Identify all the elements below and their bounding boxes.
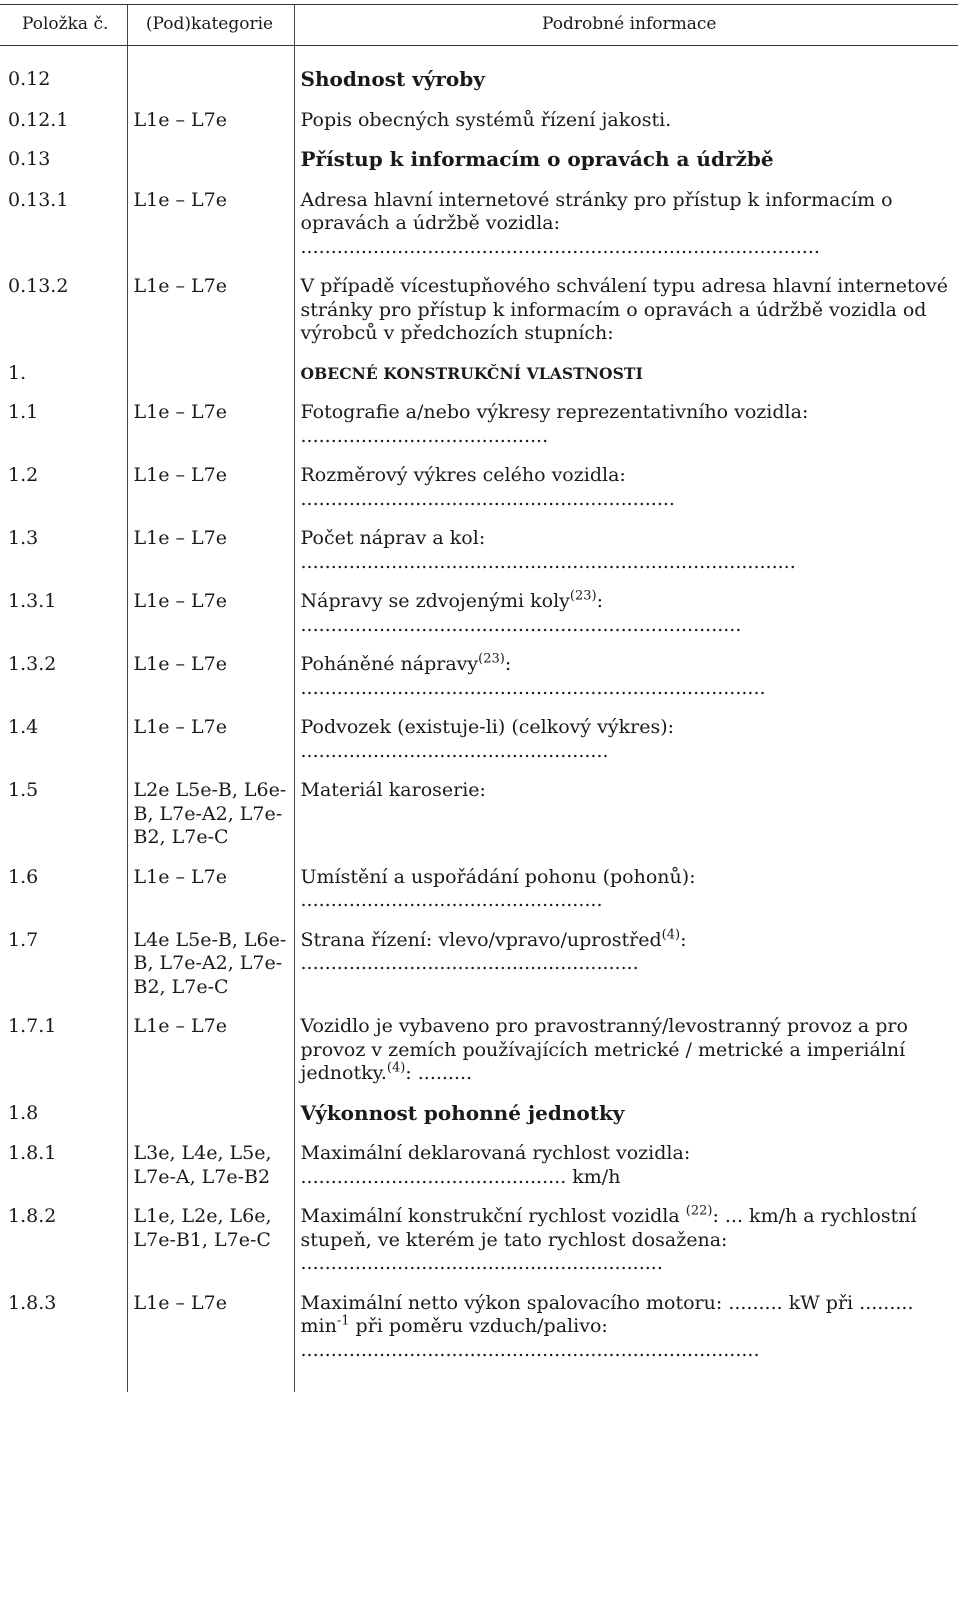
table-row xyxy=(0,362,958,402)
item-details xyxy=(294,866,958,929)
item-details xyxy=(294,527,958,590)
item-subcategory: L1e – L7e xyxy=(127,866,294,929)
detail-text-continuation: : ......................................................................... xyxy=(300,590,742,636)
item-number: 1.3.1 xyxy=(8,590,57,612)
item-number: 1.5 xyxy=(8,779,39,801)
table-row xyxy=(0,275,958,362)
item-number: 1.8 xyxy=(8,1101,39,1124)
detail-text: Maximální konstrukční rychlost vozidla xyxy=(300,1205,686,1227)
item-number: 1.3.2 xyxy=(8,653,57,675)
detail-text: Popis obecných systémů řízení jakosti. xyxy=(300,108,672,131)
item-number: 0.13 xyxy=(8,148,51,170)
item-number: 1.6 xyxy=(8,865,39,888)
footnote-reference: (4) xyxy=(386,1060,406,1076)
table-row xyxy=(0,109,958,149)
table-row xyxy=(0,527,958,590)
item-number: 1.7 xyxy=(8,928,39,951)
item-details xyxy=(294,653,958,716)
item-details xyxy=(294,362,958,402)
table-row xyxy=(0,1205,958,1292)
item-subcategory xyxy=(127,148,294,189)
item-subcategory: L2e L5e-B, L6e-B, L7e-A2, L7e-B2, L7e-C xyxy=(127,779,294,866)
item-subcategory: L1e – L7e xyxy=(127,401,294,464)
item-details xyxy=(294,464,958,527)
item-details xyxy=(294,189,958,276)
table-header-row xyxy=(0,5,958,46)
item-details xyxy=(294,779,958,866)
item-details xyxy=(294,1292,958,1393)
table-row xyxy=(0,866,958,929)
information-table xyxy=(0,4,958,1392)
item-subcategory: L1e – L7e xyxy=(127,527,294,590)
item-details xyxy=(294,590,958,653)
detail-text-continuation: : ............................................................................. xyxy=(300,653,766,699)
table-row xyxy=(0,148,958,189)
table-row xyxy=(0,401,958,464)
detail-text: Umístění a uspořádání pohonu (pohonů): .................................................. xyxy=(300,865,696,911)
footnote-reference: (23) xyxy=(478,651,505,667)
table-row xyxy=(0,464,958,527)
item-number: 1. xyxy=(8,361,27,384)
footnote-reference: (23) xyxy=(569,588,597,604)
item-number: 0.13.2 xyxy=(8,275,69,297)
item-details xyxy=(294,716,958,779)
table-row xyxy=(0,1015,958,1102)
detail-text-continuation: : ........................................................ xyxy=(300,928,687,974)
item-number: 1.7.1 xyxy=(8,1015,57,1037)
detail-text: Strana řízení: vlevo/vpravo/uprostřed xyxy=(300,928,662,951)
detail-text: Nápravy se zdvojenými koly xyxy=(300,590,570,612)
item-subcategory: L4e L5e-B, L6e-B, L7e-A2, L7e-B2, L7e-C xyxy=(127,929,294,1016)
item-details xyxy=(294,1205,958,1292)
item-subcategory: L1e – L7e xyxy=(127,1292,294,1393)
item-subcategory: L1e, L2e, L6e, L7e-B1, L7e-C xyxy=(127,1205,294,1292)
table-row xyxy=(0,929,958,1016)
detail-text: Rozměrový výkres celého vozidla: .............................................................. xyxy=(300,464,675,510)
detail-text: V případě vícestupňového schválení typu adresa hlavní internetové stránky pro přístup k informacím o opravách a údržbě vozidla od výrobců v předchozích stupních: xyxy=(300,275,949,344)
table-row xyxy=(0,590,958,653)
detail-text: Fotografie a/nebo výkresy reprezentativního vozidla: ......................................... xyxy=(300,401,809,447)
table-body xyxy=(0,46,958,1393)
header-item-number: Položka č. xyxy=(0,5,127,46)
item-subcategory: L1e – L7e xyxy=(127,275,294,362)
table-row xyxy=(0,1102,958,1143)
item-number: 1.8.1 xyxy=(8,1142,57,1164)
item-subcategory: L1e – L7e xyxy=(127,590,294,653)
item-number: 1.3 xyxy=(8,527,39,549)
detail-text-continuation: : ... km/h a rychlostní stupeň, ve kterém je tato rychlost dosažena: ............................................................ xyxy=(300,1205,917,1274)
detail-text: Materiál karoserie: xyxy=(300,779,486,801)
section-heading: Výkonnost pohonné jednotky xyxy=(300,1100,625,1125)
section-heading: Přístup k informacím o opravách a údržbě xyxy=(300,147,774,171)
footnote-reference: (4) xyxy=(661,927,681,943)
item-number: 0.13.1 xyxy=(8,188,69,211)
detail-text: Adresa hlavní internetové stránky pro přístup k informacím o opravách a údržbě vozidla: ...................................................................................... xyxy=(300,188,893,258)
detail-text-continuation: : ......... xyxy=(405,1062,473,1084)
item-subcategory xyxy=(127,1102,294,1143)
header-details: Podrobné informace xyxy=(294,5,958,46)
item-details xyxy=(294,46,958,109)
item-number: 1.8.2 xyxy=(8,1205,57,1227)
item-details xyxy=(294,109,958,149)
detail-text: Počet náprav a kol: .................................................................................. xyxy=(300,527,796,573)
detail-text-continuation: při poměru vzduch/palivo: ............................................................................ xyxy=(300,1315,760,1361)
item-details xyxy=(294,1142,958,1205)
item-subcategory: L1e – L7e xyxy=(127,464,294,527)
item-number: 1.4 xyxy=(8,716,39,738)
item-number: 1.1 xyxy=(8,401,39,423)
table-row xyxy=(0,779,958,866)
table-row xyxy=(0,46,958,109)
table-row xyxy=(0,1292,958,1393)
item-details xyxy=(294,401,958,464)
item-subcategory xyxy=(127,46,294,109)
item-subcategory: L1e – L7e xyxy=(127,653,294,716)
section-heading: Shodnost výroby xyxy=(300,67,485,91)
detail-text: Poháněné nápravy xyxy=(300,653,479,675)
footnote-reference: -1 xyxy=(336,1313,350,1329)
table-row xyxy=(0,716,958,779)
detail-text: Vozidlo je vybaveno pro pravostranný/levostranný provoz a pro provoz v zemích používajících metrické / metrické a imperiální jednotky. xyxy=(300,1015,908,1084)
item-details xyxy=(294,1102,958,1143)
item-subcategory: L1e – L7e xyxy=(127,189,294,276)
table-row xyxy=(0,189,958,276)
item-number: 0.12 xyxy=(8,68,51,90)
header-subcategory: (Pod)kategorie xyxy=(127,5,294,46)
item-details xyxy=(294,1015,958,1102)
item-number: 1.2 xyxy=(8,464,39,486)
item-details xyxy=(294,275,958,362)
item-details xyxy=(294,148,958,189)
chapter-heading: OBECNÉ KONSTRUKČNÍ VLASTNOSTI xyxy=(300,363,643,383)
table-row xyxy=(0,1142,958,1205)
detail-text: Podvozek (existuje-li) (celkový výkres): ................................................... xyxy=(300,716,675,762)
item-subcategory: L1e – L7e xyxy=(127,1015,294,1102)
item-subcategory: L1e – L7e xyxy=(127,109,294,149)
item-number: 0.12.1 xyxy=(8,108,69,131)
table-row xyxy=(0,653,958,716)
item-subcategory: L3e, L4e, L5e, L7e-A, L7e-B2 xyxy=(127,1142,294,1205)
item-details xyxy=(294,929,958,1016)
item-subcategory xyxy=(127,362,294,402)
item-subcategory: L1e – L7e xyxy=(127,716,294,779)
footnote-reference: (22) xyxy=(685,1203,713,1219)
detail-text: Maximální deklarovaná rychlost vozidla: ............................................ km/h xyxy=(300,1142,691,1188)
item-number: 1.8.3 xyxy=(8,1291,57,1314)
detail-text: Maximální netto výkon spalovacího motoru: ......... kW při ......... min xyxy=(300,1291,914,1337)
